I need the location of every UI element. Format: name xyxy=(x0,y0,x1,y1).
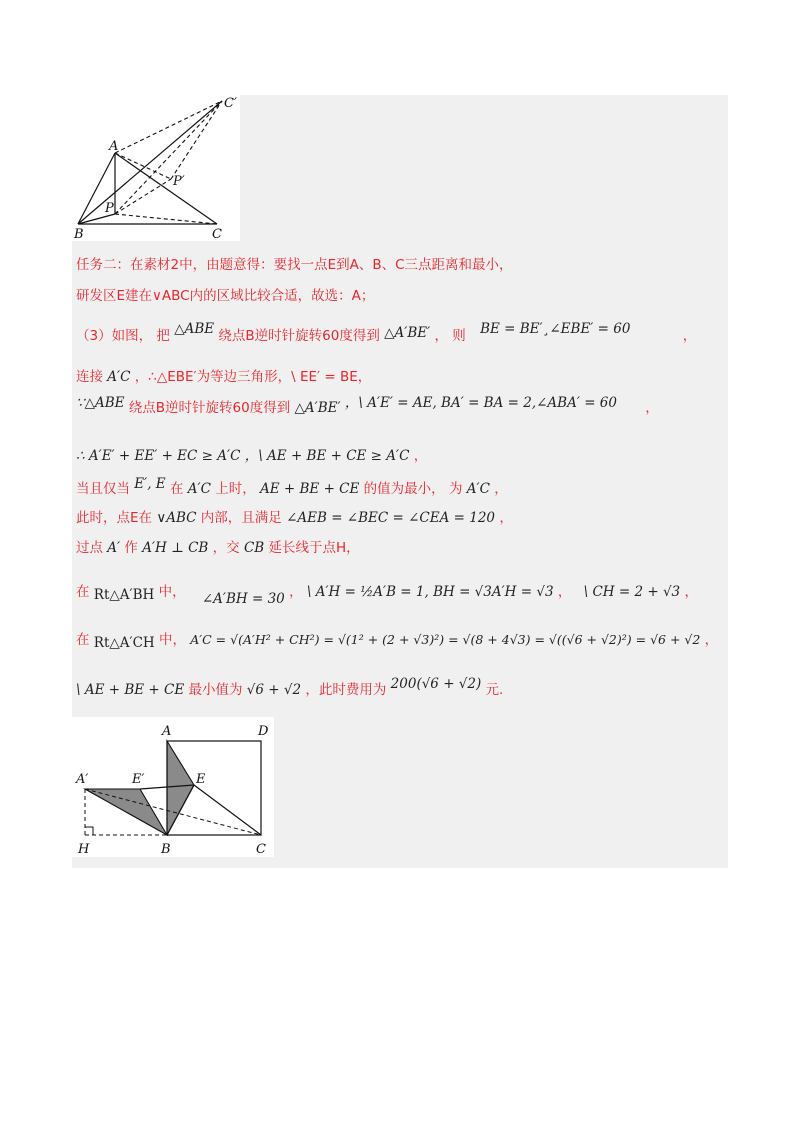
math-triangle-abe: △ABE xyxy=(174,321,215,337)
math-ae-be-ce: ，\ AE + BE + CE ≥ A′C xyxy=(244,448,410,464)
line9-draw: 作 xyxy=(124,540,138,556)
label2-a-prime: A′ xyxy=(76,772,89,787)
line10-comma1: ， xyxy=(289,584,303,600)
line9-meet: ，交 xyxy=(212,540,240,556)
line11-comma: ， xyxy=(704,632,719,648)
line8-now: 此时，点E在 xyxy=(76,510,153,526)
label2-a: A xyxy=(162,724,172,739)
math-because-abe: ∵△ABE xyxy=(76,395,125,411)
part3-rotate-text: 绕点B逆时针旋转60度得到 xyxy=(218,328,380,344)
math-cost-value: 200(√6 + √2) xyxy=(390,676,482,692)
line7-upon: 上时， xyxy=(215,481,256,497)
label-c: C xyxy=(212,227,222,241)
line11-in: 在 xyxy=(76,632,90,648)
figure-square-rotation xyxy=(72,717,274,857)
label2-e: E xyxy=(196,772,206,787)
math-a-prime-c-3: A′C xyxy=(466,481,490,497)
math-therefore-sum: ∴ A′E′ + EE′ + EC ≥ A′C xyxy=(76,448,241,464)
line10-in: 在 xyxy=(76,584,90,600)
line10-comma2: ， xyxy=(557,584,572,600)
line6 xyxy=(76,446,427,466)
part3-then: ， 则 xyxy=(434,328,466,344)
line7-on: 在 xyxy=(169,481,184,497)
task2-line2: 研发区E建在∨ABC内的区域比较合适，故选：A； xyxy=(76,288,375,304)
line8-inside: 内部，且满足 xyxy=(200,510,282,526)
line10-comma3: ， xyxy=(684,584,698,600)
line7-only-when: 当且仅当 xyxy=(76,481,130,497)
line9-through: 过点 xyxy=(76,540,103,556)
part3-line xyxy=(76,321,697,346)
line7-comma: ， xyxy=(494,481,508,497)
label-p-prime: P′ xyxy=(173,174,185,189)
line4 xyxy=(76,367,371,387)
line12-min-is: 最小值为 xyxy=(188,682,243,698)
line8 xyxy=(76,508,513,528)
math-rt-ach: Rt△A′CH xyxy=(93,635,155,651)
math-e-prime-e: E′, E xyxy=(134,476,166,492)
math-perpendicular: A′H ⊥ CB xyxy=(142,540,209,556)
math-ae-be-ce-2: AE + BE + CE xyxy=(260,481,360,497)
math-a-prime-c: A′C xyxy=(107,369,131,385)
math-min-value: √6 + √2 xyxy=(246,682,302,698)
label2-c: C xyxy=(256,842,266,857)
math-a-prime: A′ xyxy=(107,540,121,556)
label-p: P xyxy=(105,201,114,216)
line4-connect: 连接 xyxy=(76,369,103,385)
math-a-prime-c-2: A′C xyxy=(187,481,211,497)
math-ae-equal: ，\ A′E′ = AE, BA′ = BA = 2,∠ABA′ = 60 xyxy=(344,395,617,411)
math-angle-30: ∠A′BH = 30 xyxy=(201,591,285,607)
line12 xyxy=(76,676,504,700)
line8-comma: ， xyxy=(499,510,513,526)
line9 xyxy=(76,538,360,558)
math-ch-value: \ CH = 2 + √3 xyxy=(583,584,681,600)
math-ah-value: \ A′H = ½A′B = 1, BH = √3A′H = √3 xyxy=(306,584,554,600)
label-c-prime: C′ xyxy=(224,96,237,111)
math-ac-value: A′C = √(A′H² + CH²) = √(1² + (2 + √3)²) = √(8 + 4√3) = √((√6 + √2)²) = √6 + √2 xyxy=(190,632,701,647)
math-sum-min: \ AE + BE + CE xyxy=(76,682,185,698)
line12-yuan: 元. xyxy=(485,682,504,698)
label2-e-prime: E′ xyxy=(132,772,145,787)
line6-comma: ， xyxy=(413,448,428,464)
math-cb: CB xyxy=(243,540,265,556)
label-b: B xyxy=(74,227,84,241)
part3-comma: ， xyxy=(682,328,697,344)
line11 xyxy=(76,630,718,650)
math-triangle-abe-prime-2: △A′BE′ xyxy=(294,400,341,416)
label-a: A xyxy=(109,139,119,154)
line10 xyxy=(76,582,698,607)
math-abc: ∨ABC xyxy=(156,510,197,526)
line5-rotate-text: 绕点B逆时针旋转60度得到 xyxy=(128,400,291,416)
line10-middle: 中， xyxy=(158,584,186,600)
math-triangle-abe-prime: △A′BE′ xyxy=(384,325,431,341)
label2-d: D xyxy=(258,724,269,739)
line9-extension: 延长线于点H， xyxy=(268,540,360,556)
line4-equilateral: ，∴△EBE′为等边三角形，\ EE′ = BE， xyxy=(134,369,372,385)
line5 xyxy=(76,395,659,418)
task2-line1: 任务二：在素材2中，由题意得：要找一点E到A、B、C三点距离和最小， xyxy=(76,257,513,273)
math-be-equal: BE = BE′¸∠EBE′ = 60 xyxy=(480,321,631,337)
math-rt-abh: Rt△A′BH xyxy=(93,587,155,603)
label2-b: B xyxy=(161,842,171,857)
label2-h: H xyxy=(78,842,90,857)
line12-cost: ，此时费用为 xyxy=(305,682,387,698)
figure-triangle-rotation xyxy=(72,95,240,241)
line7 xyxy=(76,476,508,499)
line11-middle: 中， xyxy=(158,632,186,648)
math-angles-120: ∠AEB = ∠BEC = ∠CEA = 120 xyxy=(286,510,496,526)
line5-comma: ， xyxy=(645,400,659,416)
part3-intro: （3）如图， 把 xyxy=(76,328,170,344)
line7-min-value: 的值为最小， 为 xyxy=(363,481,463,497)
